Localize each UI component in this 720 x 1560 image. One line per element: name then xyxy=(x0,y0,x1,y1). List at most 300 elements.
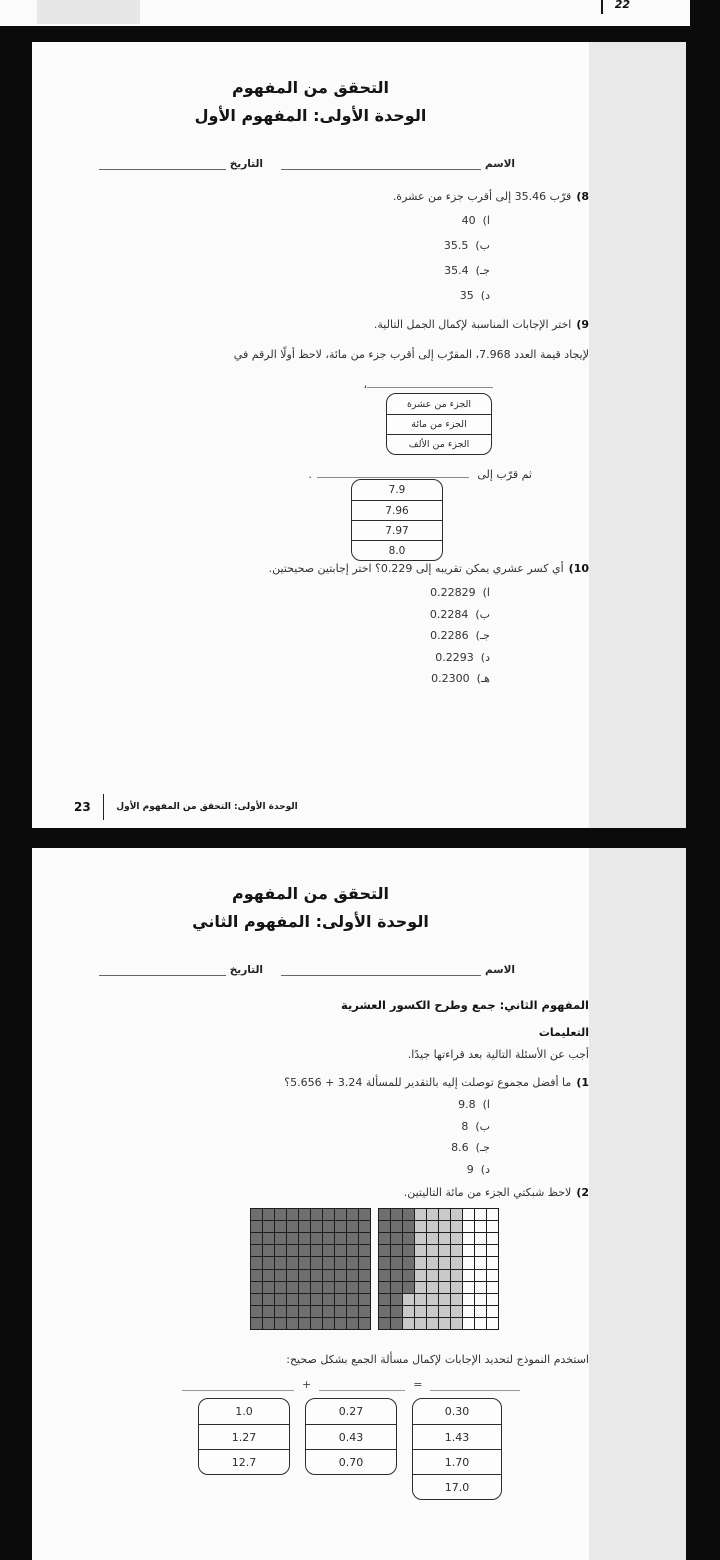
hundredths-cell-dark xyxy=(311,1318,322,1329)
hundredths-cell-light xyxy=(427,1306,438,1317)
hundredths-cell-dark xyxy=(335,1270,346,1281)
hundredths-cell-dark xyxy=(287,1233,298,1244)
mc-option-row xyxy=(430,586,490,608)
question-2 xyxy=(404,1186,589,1199)
previous-page-gray-tab xyxy=(37,0,140,24)
hundredths-cell-light xyxy=(427,1318,438,1329)
hundredths-cell-dark xyxy=(391,1245,402,1256)
hundredths-cell-dark xyxy=(263,1245,274,1256)
hundredths-cell-dark xyxy=(347,1221,358,1232)
hundredths-cell-dark xyxy=(347,1318,358,1329)
option-value: 8.6 xyxy=(451,1141,469,1154)
hundredths-cell-dark xyxy=(347,1270,358,1281)
mc-option-row xyxy=(430,651,490,673)
hundredths-cell-white xyxy=(475,1245,486,1256)
hundredths-cell-dark xyxy=(359,1282,370,1293)
hundredths-cell-dark xyxy=(263,1257,274,1268)
option-letter: ب) xyxy=(475,607,490,621)
hundredths-cell-dark xyxy=(403,1209,414,1220)
hundredths-cell-light xyxy=(427,1233,438,1244)
hundredths-cell-dark xyxy=(251,1270,262,1281)
hundredths-cell-light xyxy=(439,1209,450,1220)
option-value: 35.4 xyxy=(444,264,469,277)
equals-sign: = xyxy=(413,1378,423,1391)
option-value: 9.8 xyxy=(458,1098,476,1111)
hundredths-cell-dark xyxy=(311,1257,322,1268)
hundredths-cell-white xyxy=(463,1270,474,1281)
hundredths-cell-white xyxy=(475,1294,486,1305)
hundredths-cell-dark xyxy=(263,1270,274,1281)
choice-item: 0.30 xyxy=(444,1405,470,1418)
hundredths-cell-dark xyxy=(251,1245,262,1256)
plus-sign: + xyxy=(302,1378,312,1391)
hundredths-cell-light xyxy=(415,1318,426,1329)
hundredths-cell-white xyxy=(487,1257,498,1268)
hundredths-cell-white xyxy=(475,1257,486,1268)
hundredths-cell-dark xyxy=(323,1257,334,1268)
question-text: لاحظ شبكتي الجزء من مائة التاليتين. xyxy=(403,1186,572,1199)
hundredths-cell-dark xyxy=(359,1209,370,1220)
hundredths-cell-dark xyxy=(347,1233,358,1244)
option-letter: د) xyxy=(480,289,490,302)
hundredths-cell-dark xyxy=(391,1306,402,1317)
hundredths-cell-dark xyxy=(263,1221,274,1232)
addend-1-choice-box xyxy=(198,1398,290,1475)
hundredths-cell-light xyxy=(427,1221,438,1232)
hundredths-cell-light xyxy=(439,1257,450,1268)
choice-item: 1.43 xyxy=(413,1424,501,1449)
hundredths-cell-dark xyxy=(323,1221,334,1232)
hundredths-cell-dark xyxy=(335,1294,346,1305)
hundredths-cell-dark xyxy=(359,1306,370,1317)
hundredths-cell-dark xyxy=(391,1282,402,1293)
hundredths-cell-light xyxy=(427,1257,438,1268)
hundredths-cell-dark xyxy=(287,1209,298,1220)
hundredths-cell-dark xyxy=(275,1245,286,1256)
previous-page-footer xyxy=(601,0,630,14)
hundredths-cell-dark xyxy=(323,1209,334,1220)
choice-item: الجزء من الألف xyxy=(387,434,491,454)
hundredths-cell-light xyxy=(415,1221,426,1232)
place-value-choice-box xyxy=(386,393,492,455)
hundredths-cell-dark xyxy=(391,1318,402,1329)
hundredths-cell-dark xyxy=(311,1233,322,1244)
hundredths-cell-light xyxy=(403,1318,414,1329)
hundredths-cell-dark xyxy=(299,1282,310,1293)
hundredths-cell-dark xyxy=(263,1233,274,1244)
choice-item: 7.96 xyxy=(352,500,442,520)
hundredths-cell-white xyxy=(487,1306,498,1317)
option-letter: د) xyxy=(480,650,490,664)
footer-divider-line xyxy=(601,0,603,14)
hundredths-cell-dark xyxy=(251,1209,262,1220)
hundredths-cell-dark xyxy=(379,1294,390,1305)
addend-2-blank xyxy=(319,1379,405,1391)
hundredths-cell-dark xyxy=(287,1257,298,1268)
hundredths-cell-light xyxy=(415,1282,426,1293)
hundredths-cell-white xyxy=(463,1221,474,1232)
hundredths-cell-light xyxy=(451,1318,462,1329)
hundredths-cell-light xyxy=(451,1270,462,1281)
question-1-options xyxy=(451,1098,490,1184)
hundredths-cell-dark xyxy=(311,1245,322,1256)
hundredths-cell-light xyxy=(427,1294,438,1305)
hundredths-cell-dark xyxy=(299,1209,310,1220)
hundredths-cell-dark xyxy=(275,1257,286,1268)
hundredths-cell-dark xyxy=(403,1257,414,1268)
hundredths-cell-light xyxy=(439,1318,450,1329)
option-value: 0.2284 xyxy=(429,607,469,621)
hundredths-cell-dark xyxy=(251,1233,262,1244)
hundredths-cell-dark xyxy=(251,1282,262,1293)
hundredths-cell-dark xyxy=(275,1221,286,1232)
hundredths-cell-dark xyxy=(323,1245,334,1256)
hundredths-cell-dark xyxy=(323,1282,334,1293)
hundredths-cell-dark xyxy=(275,1233,286,1244)
hundredths-cell-light xyxy=(415,1257,426,1268)
hundredths-cell-dark xyxy=(287,1282,298,1293)
hundredths-cell-dark xyxy=(403,1233,414,1244)
hundredths-cell-light xyxy=(415,1245,426,1256)
mc-option-row xyxy=(444,214,490,239)
option-letter: ا) xyxy=(482,214,490,227)
hundredths-cell-white xyxy=(463,1257,474,1268)
date-label: التاريخ xyxy=(229,964,264,976)
hundredths-cell-white xyxy=(475,1209,486,1220)
hundredths-cell-light xyxy=(439,1306,450,1317)
hundredths-cell-white xyxy=(487,1318,498,1329)
hundredths-cell-white xyxy=(487,1209,498,1220)
option-value: 8 xyxy=(461,1119,469,1133)
hundredths-cell-dark xyxy=(311,1221,322,1232)
mc-option-row xyxy=(451,1141,490,1163)
hundredths-cell-dark xyxy=(287,1294,298,1305)
hundredths-cell-light xyxy=(415,1233,426,1244)
hundredths-cell-white xyxy=(463,1306,474,1317)
name-label: الاسم xyxy=(485,964,515,976)
option-value: 35.5 xyxy=(443,239,469,252)
hundredths-cell-dark xyxy=(347,1282,358,1293)
hundredths-cell-dark xyxy=(335,1257,346,1268)
question-8 xyxy=(393,190,589,203)
page-subtitle: الوحدة الأولى: المفهوم الأول xyxy=(194,106,427,125)
choice-item: 7.97 xyxy=(352,520,442,540)
addend-2-choice-box xyxy=(305,1398,397,1475)
hundredths-cell-light xyxy=(439,1245,450,1256)
instructions-label: التعليمات xyxy=(538,1026,589,1039)
hundredths-cell-dark xyxy=(323,1294,334,1305)
hundredths-cell-white xyxy=(487,1233,498,1244)
period: . xyxy=(308,468,312,481)
model-instruction: استخدم النموذج لتحديد الإجابات لإكمال مسألة الجمع بشكل صحيح: xyxy=(286,1353,589,1366)
choice-item: 1.70 xyxy=(413,1449,501,1474)
hundredths-cell-white xyxy=(487,1294,498,1305)
hundredths-cell-dark xyxy=(391,1209,402,1220)
hundredths-cell-dark xyxy=(299,1306,310,1317)
hundredths-cell-dark xyxy=(403,1270,414,1281)
hundredths-cell-white xyxy=(463,1245,474,1256)
hundredths-cell-white xyxy=(475,1221,486,1232)
instructions-text: أجب عن الأسئلة التالية بعد قراءتها جيدًا. xyxy=(407,1048,589,1061)
hundredths-cell-dark xyxy=(347,1245,358,1256)
question-number: 8) xyxy=(576,190,589,203)
hundredths-cell-dark xyxy=(335,1221,346,1232)
option-letter: جـ) xyxy=(475,629,490,642)
hundredths-cell-dark xyxy=(391,1270,402,1281)
option-letter: ب) xyxy=(475,1119,490,1133)
option-letter: د) xyxy=(480,1162,490,1176)
hundredths-cell-white xyxy=(475,1282,486,1293)
page-title: التحقق من المفهوم xyxy=(232,884,389,903)
hundredths-cell-light xyxy=(439,1294,450,1305)
hundredths-cell-dark xyxy=(335,1245,346,1256)
choice-item: 17.0 xyxy=(413,1474,501,1499)
hundredths-grid-partial xyxy=(378,1208,499,1330)
worksheet-page-1 xyxy=(32,42,686,828)
mc-option-row xyxy=(451,1163,490,1185)
option-value: 40 xyxy=(461,214,476,227)
hundredths-cell-dark xyxy=(347,1294,358,1305)
hundredths-cell-dark xyxy=(263,1306,274,1317)
hundredths-cell-dark xyxy=(275,1270,286,1281)
choice-item: 0.70 xyxy=(306,1449,396,1474)
hundredths-cell-light xyxy=(439,1221,450,1232)
choice-item: الجزء من عشرة xyxy=(406,398,472,410)
hundredths-cell-dark xyxy=(251,1294,262,1305)
concept-title: المفهوم الثاني: جمع وطرح الكسور العشرية xyxy=(341,998,589,1012)
hundredths-cell-dark xyxy=(251,1306,262,1317)
hundredths-cell-light xyxy=(451,1209,462,1220)
hundredths-cell-dark xyxy=(263,1294,274,1305)
hundredths-cell-dark xyxy=(335,1282,346,1293)
hundredths-cell-dark xyxy=(299,1294,310,1305)
hundredths-cell-dark xyxy=(347,1257,358,1268)
hundredths-cell-white xyxy=(463,1209,474,1220)
hundredths-cell-white xyxy=(463,1318,474,1329)
option-letter: هـ) xyxy=(476,672,490,685)
hundredths-cell-dark xyxy=(263,1209,274,1220)
choice-item: 7.9 xyxy=(388,484,406,496)
choice-item: الجزء من مائة xyxy=(387,414,491,434)
question-text: أي كسر عشري يمكن تقريبه إلى 0.229؟ اختر إجابتين صحيحتين. xyxy=(268,562,564,575)
hundredths-cell-dark xyxy=(275,1306,286,1317)
question-number: 9) xyxy=(576,318,589,331)
question-text: قرّب 35.46 إلى أقرب جزء من عشرة. xyxy=(392,190,572,203)
question-number: 10) xyxy=(568,562,589,575)
hundredths-cell-white xyxy=(475,1306,486,1317)
hundredths-cell-dark xyxy=(323,1233,334,1244)
hundredths-cell-dark xyxy=(379,1282,390,1293)
hundredths-cell-light xyxy=(451,1306,462,1317)
hundredths-cell-dark xyxy=(323,1306,334,1317)
hundredths-cell-white xyxy=(487,1270,498,1281)
question-text: اختر الإجابات المناسبة لإكمال الجمل التالية. xyxy=(373,318,572,331)
previous-page-number: 22 xyxy=(614,0,630,11)
hundredths-cell-dark xyxy=(251,1221,262,1232)
hundredths-cell-dark xyxy=(323,1318,334,1329)
hundredths-cell-dark xyxy=(359,1257,370,1268)
hundredths-cell-dark xyxy=(403,1282,414,1293)
hundredths-cell-dark xyxy=(391,1233,402,1244)
page-right-margin-band xyxy=(589,42,686,828)
hundredths-cell-white xyxy=(463,1282,474,1293)
hundredths-cell-white xyxy=(487,1245,498,1256)
hundredths-cell-white xyxy=(463,1233,474,1244)
name-label: الاسم xyxy=(485,158,515,170)
hundredths-cell-light xyxy=(451,1294,462,1305)
hundredths-cell-light xyxy=(451,1245,462,1256)
option-value: 0.22829 xyxy=(430,586,476,599)
choice-item: 1.27 xyxy=(199,1424,289,1449)
hundredths-cell-dark xyxy=(299,1318,310,1329)
sum-blank xyxy=(430,1379,520,1391)
hundredths-grid-full xyxy=(250,1208,371,1330)
hundredths-cell-dark xyxy=(299,1221,310,1232)
hundredths-cell-dark xyxy=(359,1270,370,1281)
question-number: 2) xyxy=(576,1186,589,1199)
page-subtitle: الوحدة الأولى: المفهوم الثاني xyxy=(192,912,429,931)
question-8-options xyxy=(444,214,490,314)
hundredths-cell-light xyxy=(427,1209,438,1220)
addition-equation-row xyxy=(182,1378,520,1391)
rounded-value-choice-box xyxy=(351,479,443,561)
hundredths-cell-light xyxy=(415,1209,426,1220)
hundredths-cell-dark xyxy=(311,1282,322,1293)
name-date-row xyxy=(95,960,515,976)
hundredths-cell-dark xyxy=(379,1209,390,1220)
hundredths-cell-light xyxy=(439,1233,450,1244)
hundredths-cell-dark xyxy=(299,1270,310,1281)
hundredths-cell-light xyxy=(415,1270,426,1281)
mc-option-row xyxy=(451,1098,490,1120)
page-title: التحقق من المفهوم xyxy=(232,78,389,97)
choice-item: 1.0 xyxy=(235,1405,253,1418)
hundredths-cell-dark xyxy=(311,1270,322,1281)
option-value: 35 xyxy=(459,289,474,302)
hundredths-cell-dark xyxy=(275,1294,286,1305)
hundredths-cell-dark xyxy=(299,1245,310,1256)
mc-option-row xyxy=(430,608,490,630)
hundredths-cell-white xyxy=(475,1270,486,1281)
date-blank-line xyxy=(99,964,226,976)
hundredths-cell-dark xyxy=(323,1270,334,1281)
choice-item: 0.43 xyxy=(306,1424,396,1449)
hundredths-cell-dark xyxy=(335,1209,346,1220)
question-text: ما أفضل مجموع توصلت إليه بالتقدير للمسألة 3.24 + 5.656؟ xyxy=(284,1076,572,1089)
hundredths-cell-light xyxy=(451,1257,462,1268)
hundredths-cell-white xyxy=(487,1282,498,1293)
hundredths-cell-white xyxy=(463,1294,474,1305)
hundredths-cell-light xyxy=(403,1306,414,1317)
hundredths-cell-dark xyxy=(287,1306,298,1317)
hundredths-cell-dark xyxy=(287,1221,298,1232)
then-round-label: ثم قرّب إلى xyxy=(477,468,532,481)
hundredths-cell-dark xyxy=(347,1209,358,1220)
question-9-blank xyxy=(363,376,493,391)
comma: ، xyxy=(363,378,367,391)
hundredths-cell-dark xyxy=(299,1257,310,1268)
question-10-options xyxy=(430,586,490,694)
mc-option-row xyxy=(444,239,490,264)
hundredths-cell-dark xyxy=(391,1294,402,1305)
hundredths-cell-light xyxy=(415,1306,426,1317)
question-number: 1) xyxy=(576,1076,589,1089)
question-9 xyxy=(374,318,589,331)
hundredths-cell-dark xyxy=(275,1209,286,1220)
option-value: 9 xyxy=(466,1162,474,1176)
hundredths-cell-dark xyxy=(287,1270,298,1281)
date-label: التاريخ xyxy=(229,158,264,170)
hundredths-cell-dark xyxy=(299,1233,310,1244)
addend-1-blank xyxy=(182,1379,294,1391)
hundredths-cell-dark xyxy=(359,1221,370,1232)
hundredths-cell-dark xyxy=(379,1245,390,1256)
hundredths-cell-dark xyxy=(275,1282,286,1293)
answer-blank-line xyxy=(367,376,493,388)
hundredths-cell-dark xyxy=(403,1245,414,1256)
option-letter: ا) xyxy=(482,586,490,599)
option-letter: ب) xyxy=(475,239,490,252)
hundredths-cell-light xyxy=(439,1282,450,1293)
hundredths-cell-dark xyxy=(335,1318,346,1329)
date-blank-line xyxy=(99,158,226,170)
hundredths-cell-dark xyxy=(263,1318,274,1329)
question-9-paragraph: لإيجاد قيمة العدد 7.968، المقرّب إلى أقرب جزء من مائة، لاحظ أولًا الرقم في xyxy=(233,348,589,361)
hundredths-cell-dark xyxy=(379,1221,390,1232)
choice-item: 12.7 xyxy=(199,1449,289,1474)
hundredths-cell-dark xyxy=(287,1318,298,1329)
page-footer xyxy=(74,794,298,820)
hundredths-cell-dark xyxy=(391,1257,402,1268)
choice-item: 0.27 xyxy=(338,1405,364,1418)
page-right-margin-band xyxy=(589,848,686,1560)
hundredths-cell-dark xyxy=(287,1245,298,1256)
hundredths-cell-light xyxy=(451,1282,462,1293)
mc-option-row xyxy=(430,672,490,694)
footer-chapter-label: الوحدة الأولى: التحقق من المفهوم الأول xyxy=(116,802,298,812)
option-value: 0.2300 xyxy=(431,672,470,685)
hundredths-cell-dark xyxy=(359,1245,370,1256)
hundredths-cell-dark xyxy=(311,1209,322,1220)
hundredths-cell-dark xyxy=(359,1233,370,1244)
question-10 xyxy=(269,562,589,575)
choice-item: 8.0 xyxy=(352,540,442,560)
name-blank-line xyxy=(281,964,481,976)
hundredths-cell-white xyxy=(487,1221,498,1232)
name-date-row xyxy=(95,154,515,170)
answer-blank-line xyxy=(317,466,469,478)
sum-choice-box xyxy=(412,1398,502,1500)
hundredths-cell-dark xyxy=(379,1306,390,1317)
hundredths-cell-light xyxy=(439,1270,450,1281)
hundredths-cell-dark xyxy=(379,1318,390,1329)
hundredths-cell-light xyxy=(415,1294,426,1305)
hundredths-cell-dark xyxy=(335,1306,346,1317)
hundredths-cell-dark xyxy=(251,1257,262,1268)
hundredths-cell-dark xyxy=(275,1318,286,1329)
hundredths-cell-light xyxy=(427,1245,438,1256)
hundredths-cell-dark xyxy=(359,1294,370,1305)
name-blank-line xyxy=(281,158,481,170)
option-letter: جـ) xyxy=(475,264,490,277)
mc-option-row xyxy=(444,289,490,314)
option-letter: جـ) xyxy=(475,1141,490,1154)
hundredths-cell-white xyxy=(475,1233,486,1244)
mc-option-row xyxy=(451,1120,490,1142)
question-1 xyxy=(284,1076,589,1089)
hundredths-cell-white xyxy=(475,1318,486,1329)
mc-option-row xyxy=(444,264,490,289)
